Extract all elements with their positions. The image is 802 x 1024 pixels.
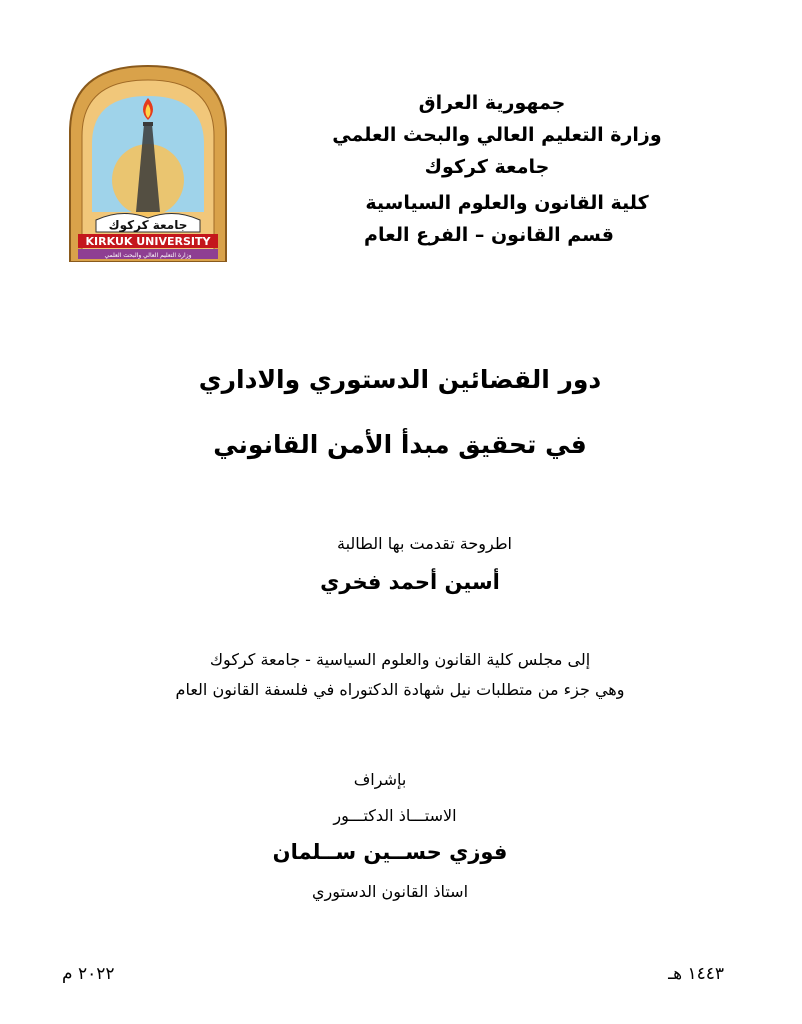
kirkuk-university-emblem-icon (66, 62, 230, 262)
thesis-title-line1: دور القضائين الدستوري والاداري (198, 365, 602, 394)
supervisor-rank: الاستـــاذ الدكتـــور (333, 806, 457, 825)
logo-caption: وزارة التعليم العالي والبحث العلمي (104, 252, 192, 259)
supervisor-title: استاذ القانون الدستوري (311, 882, 469, 901)
hijri-year: ١٤٤٣ هـ (668, 964, 724, 984)
submission-line2: وهي جزء من متطلبات نيل شهادة الدكتوراه في فلسفة القانون العام (175, 680, 625, 699)
logo-arabic-text: جامعة كركوك (108, 218, 188, 232)
submission-line1: إلى مجلس كلية القانون والعلوم السياسية - جامعة كركوك (209, 650, 591, 669)
university-name: جامعة كركوك (424, 156, 550, 178)
college-name: كلية القانون والعلوم السياسية (365, 192, 649, 214)
submission-intro: اطروحة تقدمت بها الطالبة (337, 534, 512, 553)
department-name: قسم القانون – الفرع العام (364, 224, 614, 246)
ministry-name: وزارة التعليم العالي والبحث العلمي (332, 124, 662, 146)
thesis-title-line2: في تحقيق مبدأ الأمن القانوني (213, 430, 587, 459)
university-logo (66, 62, 230, 262)
student-name: أسين أحمد فخري (320, 570, 500, 594)
logo-english-text: KIRKUK UNIVERSITY (85, 235, 211, 248)
country-name: جمهورية العراق (418, 92, 566, 114)
gregorian-year: ٢٠٢٢ م (62, 964, 115, 984)
supervision-label: بإشراف (353, 770, 407, 789)
supervisor-name: فوزي حســين ســلمان (272, 840, 508, 864)
